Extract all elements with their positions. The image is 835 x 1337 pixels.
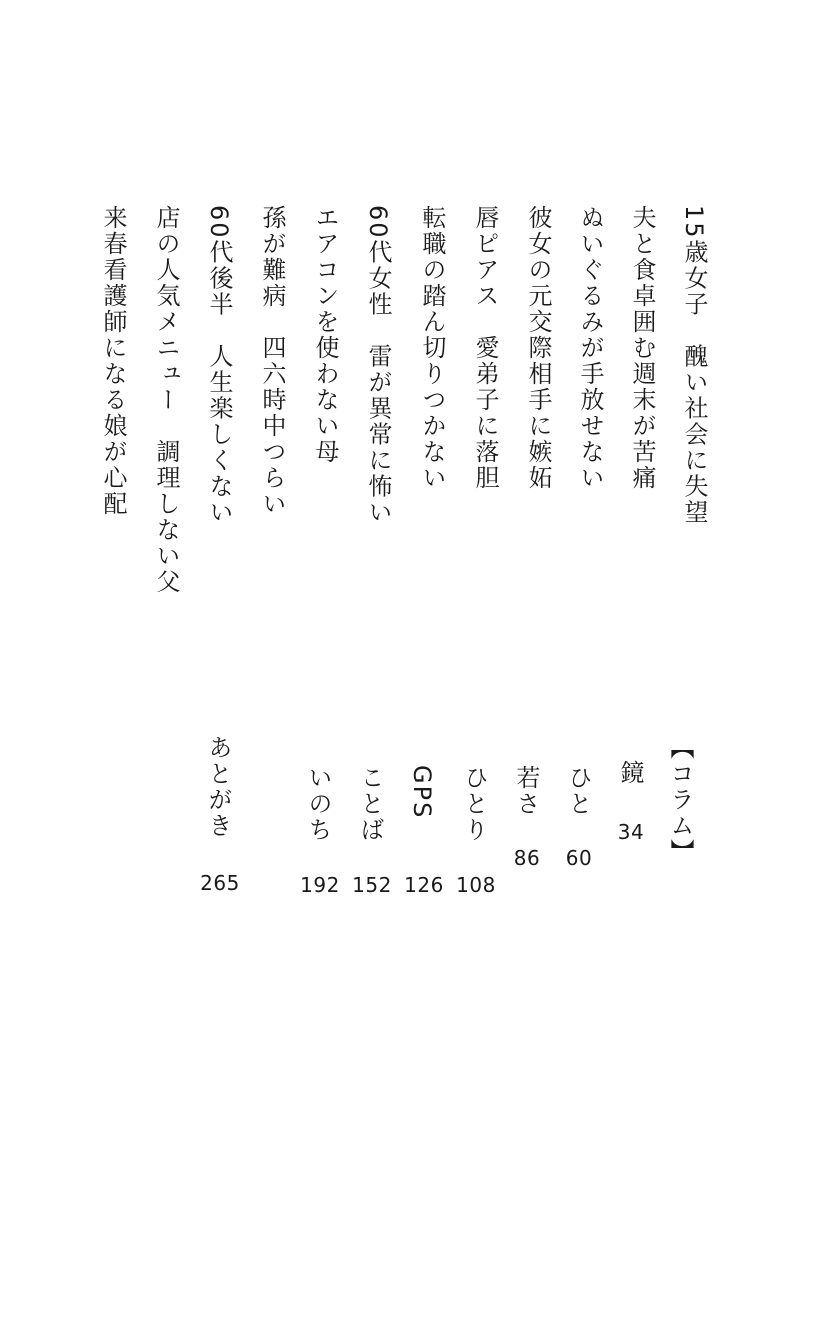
column-item-title[interactable]: 若さ bbox=[512, 765, 540, 817]
column-item-title[interactable]: GPS bbox=[408, 765, 436, 820]
toc-entry[interactable]: 彼女の元交際相手に嫉妬 bbox=[524, 205, 552, 491]
toc-entry[interactable]: 15歳女子 醜い社会に失望 bbox=[680, 205, 708, 526]
column-item-title[interactable]: ひと bbox=[564, 765, 592, 817]
page-number: 34 bbox=[617, 820, 645, 844]
page-number: 108 bbox=[456, 873, 496, 897]
column-item-title[interactable]: ことば bbox=[356, 765, 384, 843]
toc-entry[interactable]: エアコンを使わない母 bbox=[311, 205, 339, 465]
toc-entry[interactable]: ぬいぐるみが手放せない bbox=[576, 205, 604, 491]
toc-entry[interactable]: 唇ピアス 愛弟子に落胆 bbox=[471, 205, 499, 491]
toc-entry[interactable]: 転職の踏ん切りつかない bbox=[418, 205, 446, 491]
page-number: 152 bbox=[352, 873, 392, 897]
page-number: 265 bbox=[200, 871, 240, 895]
page-number: 192 bbox=[300, 873, 340, 897]
toc-entry[interactable]: 夫と食卓囲む週末が苦痛 bbox=[628, 205, 656, 491]
page-number: 86 bbox=[513, 846, 541, 870]
toc-entry[interactable]: 来春看護師になる娘が心配 bbox=[99, 205, 127, 517]
toc-entry[interactable]: 孫が難病 四六時中つらい bbox=[258, 205, 286, 517]
column-item-title[interactable]: いのち bbox=[304, 765, 332, 843]
page-number: 60 bbox=[565, 846, 593, 870]
toc-entry[interactable]: 店の人気メニュー 調理しない父 bbox=[152, 205, 180, 595]
column-item-title[interactable]: 鏡 bbox=[616, 760, 644, 786]
afterword-title[interactable]: あとがき bbox=[204, 735, 232, 839]
column-item-title[interactable]: ひとり bbox=[460, 765, 488, 843]
column-heading: 【コラム】 bbox=[666, 735, 694, 865]
toc-entry[interactable]: 60代女性 雷が異常に怖い bbox=[364, 205, 392, 526]
page-number: 126 bbox=[404, 873, 444, 897]
toc-entry[interactable]: 60代後半 人生楽しくない bbox=[205, 205, 233, 526]
